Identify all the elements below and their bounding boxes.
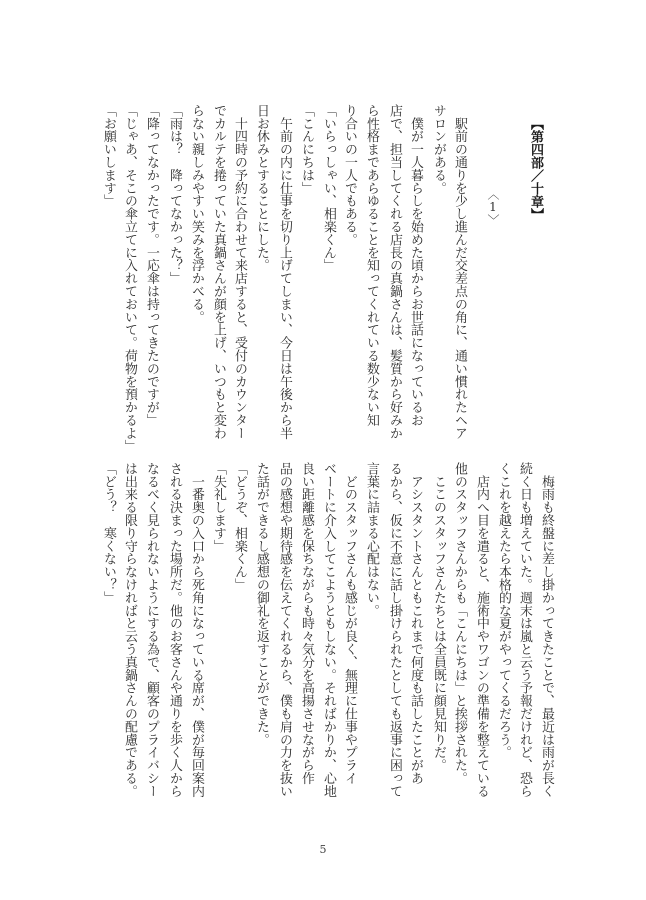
text-line: ベートに介入してこようともしない。そればかりか、心地: [321, 462, 336, 798]
text-line: アシスタントさんともこれまで何度も話したことがあ: [408, 462, 423, 785]
text-line: 「どうぞ、相楽くん」: [232, 462, 247, 591]
text-line: 午前の内に仕事を切り上げてしまい、今日は午後から半: [277, 104, 292, 440]
text-line: どのスタッフさんも感じが良く、無理に仕事やプライ: [342, 462, 357, 785]
text-line: ら性格まであらゆることを知ってくれている数少ない知: [364, 104, 379, 427]
text-line: される決まった場所だ。他のお客さんや通りを歩く人から: [167, 462, 182, 798]
text-line: 一番奥の入口から死角になっている席が、僕が毎回案内: [189, 462, 204, 798]
text-line: サロンがある。: [431, 104, 446, 195]
text-line: 続く日も増えていた。週末は嵐と云う予報だけれど、恐ら: [517, 462, 532, 798]
text-line: 梅雨も終盤に差し掛かってきたことで、最近は雨が長く: [539, 462, 554, 798]
text-line: るから、仮に不意に話し掛けられたとしても返事に困って: [387, 462, 402, 798]
text-line: 僕が一人暮らしを始めた頃からお世話になっているお: [408, 104, 423, 427]
text-line: 「雨は？ 降ってなかった？」: [167, 104, 182, 285]
text-line: くこれを越えたら本格的な夏がやってくるだろう。: [496, 462, 511, 759]
text-line: 店で、担当してくれる店長の真鍋さんは、髪質から好みか: [387, 104, 402, 440]
text-line: 「じゃあ、そこの傘立てに入れておいて。荷物を預かるよ」: [122, 104, 137, 453]
text-line: た話ができるし感想の御礼を返すことができた。: [254, 462, 269, 746]
text-line: 「お願いします」: [101, 104, 116, 208]
text-line: 「こんにちは」: [299, 104, 314, 195]
text-line: 他のスタッフさんからも「こんにちは」と挨拶された。: [452, 462, 467, 785]
text-line: 「失礼します」: [211, 462, 226, 553]
page-number: 5: [319, 843, 327, 856]
text-line: 十四時の予約に合わせて来店すると、受付のカウンター: [232, 104, 247, 440]
text-line: 駅前の通りを少し進んだ交差点の角に、通い慣れたヘア: [452, 104, 467, 440]
text-line: 「どう？ 寒くない？」: [101, 462, 116, 604]
text-line: でカルテを捲っていた真鍋さんが顔を上げ、いつもと変わ: [211, 104, 226, 440]
section-number: 〈1〉: [486, 188, 500, 226]
text-line: 良い距離感を保ちながらも時々気分を高揚させながら作: [299, 462, 314, 785]
text-line: 「降ってなかったです。一応傘は持ってきたのですが」: [144, 104, 159, 427]
text-line: らない親しみやすい笑みを浮かべる。: [189, 104, 204, 324]
chapter-heading: 【第四部／十章】: [528, 117, 543, 221]
text-line: ここのスタッフさんたちとは全員既に顔見知りだ。: [431, 462, 446, 772]
text-line: 言葉に詰まる心配はない。: [364, 462, 379, 617]
text-line: は出来る限り守らなければと云う真鍋さんの配慮である。: [122, 462, 137, 798]
text-line: 「いらっしゃい、相楽くん」: [321, 104, 336, 272]
text-line: 店内へ目を遣ると、施術中やワゴンの準備を整えている: [474, 462, 489, 798]
text-line: なるべく見られないようにする為で、顧客のプライバシー: [144, 462, 159, 798]
text-line: 品の感想や期待感を伝えてくれるから、僕も肩の力を抜い: [277, 462, 292, 798]
text-line: 日お休みとすることにした。: [254, 104, 269, 272]
text-line: り合いの一人でもある。: [342, 104, 357, 246]
